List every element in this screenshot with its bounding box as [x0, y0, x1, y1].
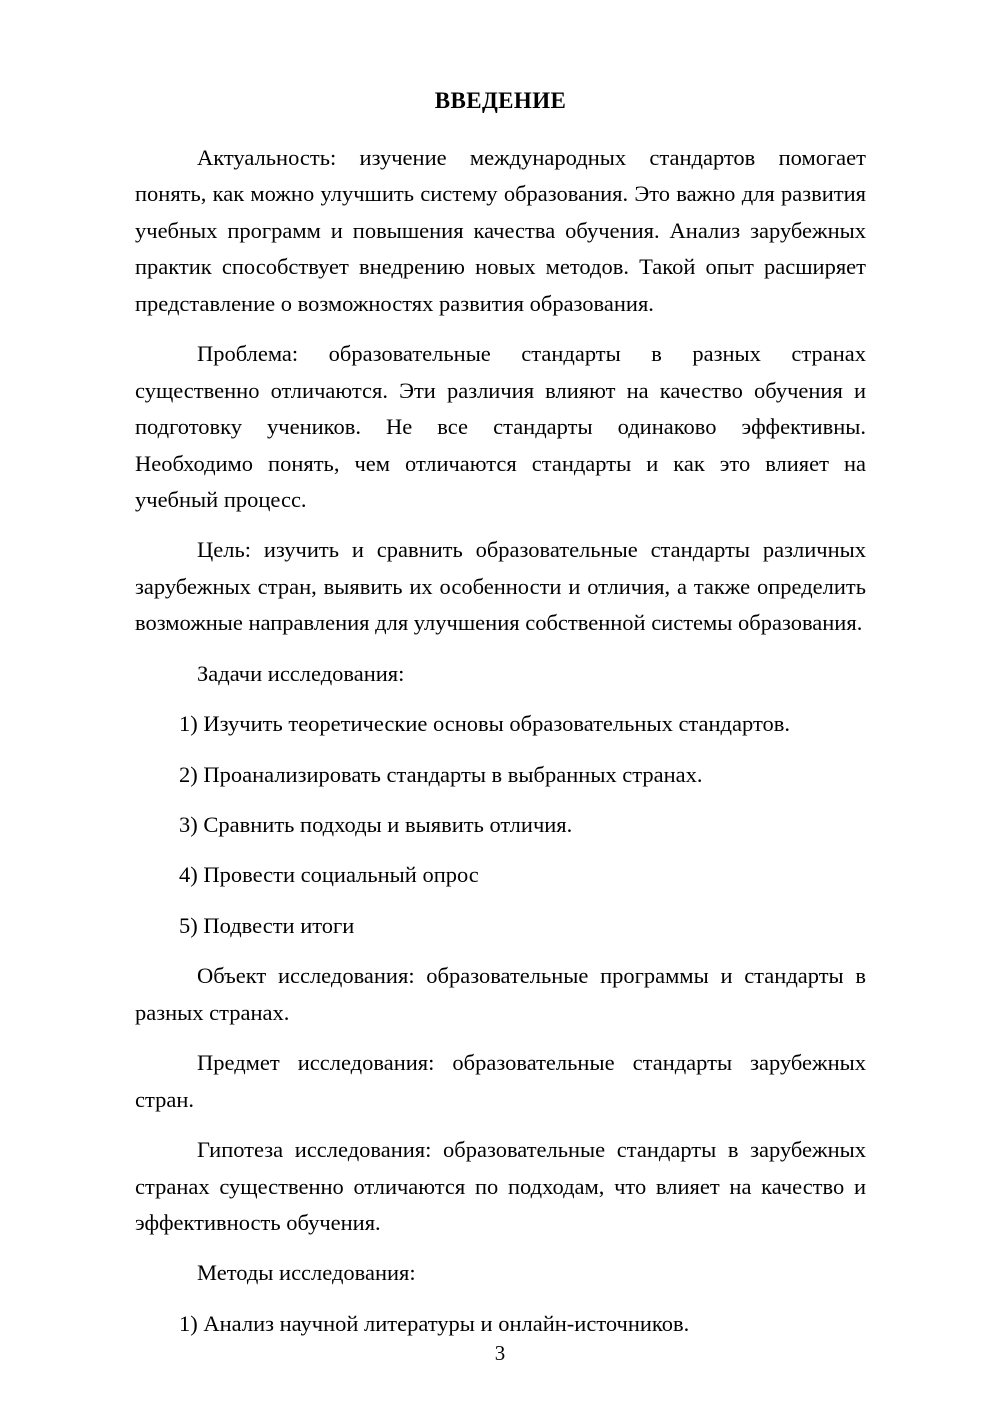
list-item: 1) Изучить теоретические основы образовательных стандартов.: [179, 711, 790, 737]
paragraph-goal: Цель: изучить и сравнить образовательные стандарты различных зарубежных стран, выявить их особенности и отличия, а также определить возможные направления для улучшения собственной системы образования.: [135, 537, 866, 636]
list-item: 5) Подвести итоги: [179, 912, 355, 938]
list-item: 1) Анализ научной литературы и онлайн-источников.: [179, 1310, 690, 1336]
list-item: 4) Провести социальный опрос: [179, 862, 479, 888]
page-number: 3: [494, 1341, 506, 1365]
page-title: ВВЕДЕНИЕ: [434, 88, 567, 113]
paragraph-hypothesis: Гипотеза исследования: образовательные стандарты в зарубежных странах существенно отличаются по подходам, что влияет на качество и эффективность обучения.: [135, 1137, 866, 1235]
paragraph-subject: Предмет исследования: образовательные стандарты зарубежных стран.: [135, 1050, 866, 1112]
tasks-label: Задачи исследования:: [197, 660, 405, 686]
paragraph-problem: Проблема: образовательные стандарты в разных странах существенно отличаются. Эти различия влияют на качество обучения и подготовку учеников. Не все стандарты одинаково эффективны. Необходимо понять, чем отличаются стандарты и как это влияет на учебный процесс.: [135, 341, 866, 512]
methods-label: Методы исследования:: [197, 1260, 416, 1286]
list-item: 2) Проанализировать стандарты в выбранных странах.: [179, 761, 703, 787]
paragraph-object: Объект исследования: образовательные программы и стандарты в разных странах.: [135, 963, 866, 1025]
list-item: 3) Сравнить подходы и выявить отличия.: [179, 812, 573, 837]
paragraph-relevance: Актуальность: изучение международных стандартов помогает понять, как можно улучшить систему образования. Это важно для развития учебных программ и повышения качества обучения. Анализ зарубежных практик способствует внедрению новых методов. Такой опыт расширяет представление о возможностях развития образования.: [135, 145, 866, 316]
